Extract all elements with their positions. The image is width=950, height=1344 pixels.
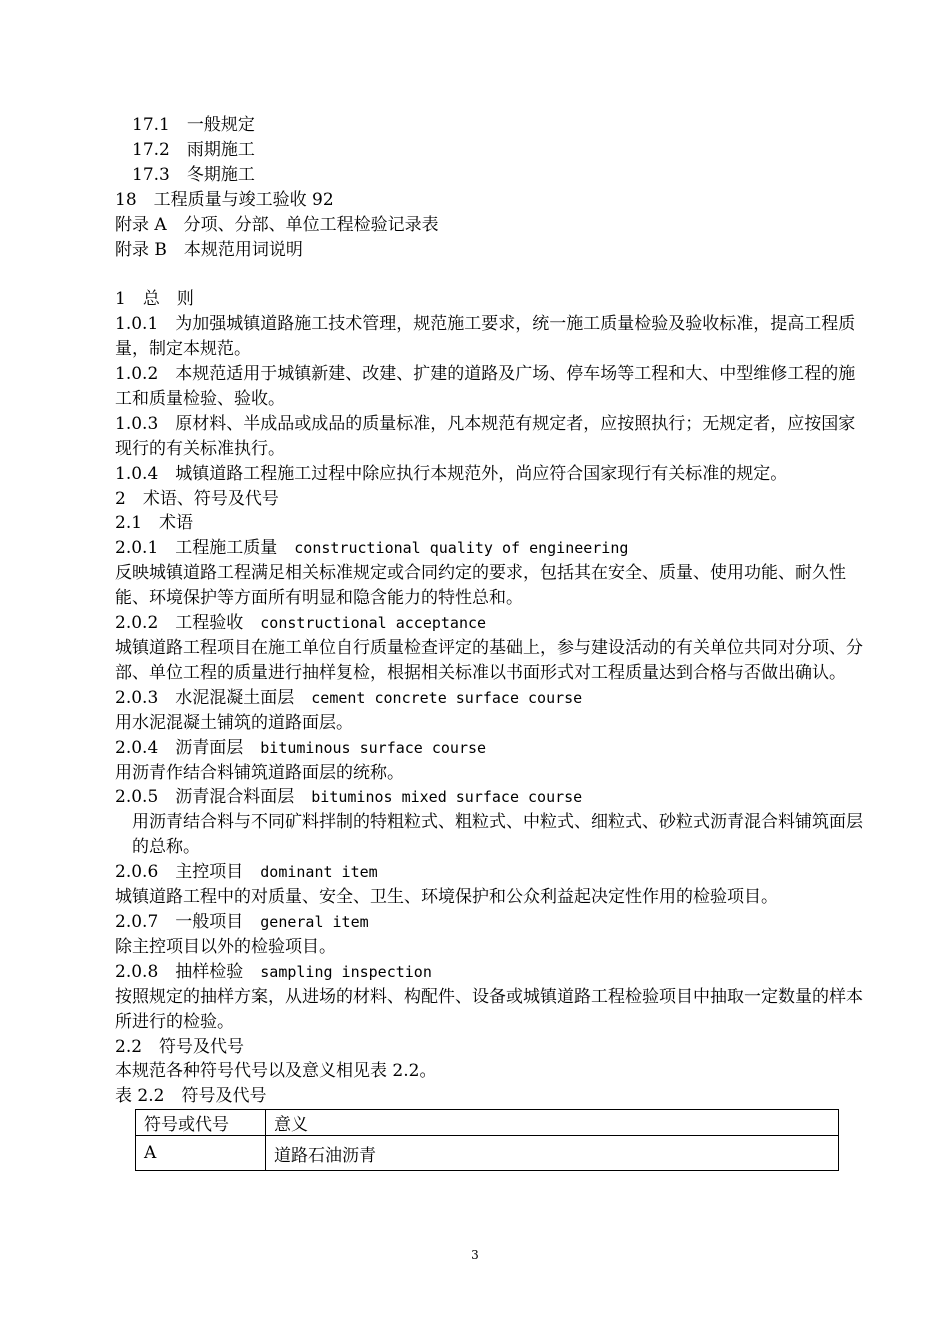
term-entry — [115, 910, 865, 960]
term-number: 2.0.4 — [115, 737, 159, 758]
term-definition: 按照规定的抽样方案，从进场的材料、构配件、设备或城镇道路工程检验项目中抽取一定数量的样本所进行的检验。 — [115, 986, 863, 1032]
term-entry — [115, 785, 865, 860]
clause: 1.0.4 城镇道路工程施工过程中除应执行本规范外，尚应符合国家现行有关标准的规定。 — [115, 463, 788, 484]
chapter-heading: 1 总 则 — [115, 289, 194, 310]
term-heading — [115, 611, 865, 636]
term-number: 2.0.8 — [115, 961, 159, 982]
term-zh: 水泥混凝土面层 — [175, 687, 295, 708]
term-zh: 主控项目 — [175, 862, 244, 883]
term-number: 2.0.1 — [115, 538, 159, 559]
toc-item: 17.2 雨期施工 — [132, 139, 255, 160]
term-definition: 城镇道路工程项目在施工单位自行质量检查评定的基础上，参与建设活动的有关单位共同对分项、分部、单位工程的质量进行抽样复检，根据相关标准以书面形式对工程质量达到合格与否做出确认。 — [115, 638, 863, 683]
page-number: 3 — [471, 1248, 479, 1262]
term-heading — [115, 536, 865, 561]
term-en: bituminos mixed surface course — [311, 788, 583, 807]
chapter-1 — [115, 287, 865, 486]
term-definition: 除主控项目以外的检验项目。 — [115, 936, 336, 957]
term-list — [115, 536, 865, 1034]
term-number: 2.0.5 — [115, 787, 159, 808]
chapter-heading: 2 术语、符号及代号 — [115, 488, 279, 509]
table-cell: A — [136, 1136, 266, 1171]
clause: 1.0.2 本规范适用于城镇新建、改建、扩建的道路及广场、停车场等工程和大、中型维修工程的施工和质量检验、验收。 — [115, 364, 856, 409]
table-header-row — [136, 1110, 839, 1136]
term-en: cement concrete surface course — [311, 688, 583, 707]
term-number: 2.0.7 — [115, 911, 159, 932]
term-definition: 用水泥混凝土铺筑的道路面层。 — [115, 712, 353, 733]
term-en: sampling inspection — [260, 962, 432, 981]
term-heading — [115, 785, 865, 810]
table-row — [136, 1136, 839, 1171]
term-entry — [115, 611, 865, 686]
term-en: dominant item — [260, 863, 378, 882]
toc-item: 17.1 一般规定 — [132, 115, 255, 135]
section-heading: 2.1 术语 — [115, 513, 194, 534]
term-zh: 工程施工质量 — [175, 538, 278, 559]
toc-item: 18 工程质量与竣工验收 92 — [115, 189, 334, 210]
document-body — [115, 113, 865, 1171]
spacer — [115, 262, 865, 287]
toc-item: 附录 B 本规范用词说明 — [115, 239, 303, 260]
term-entry — [115, 860, 865, 910]
term-number: 2.0.3 — [115, 687, 159, 708]
term-entry — [115, 960, 865, 1035]
term-heading — [115, 960, 865, 985]
term-en: general item — [260, 912, 369, 931]
table-header-cell: 符号或代号 — [136, 1110, 266, 1136]
chapter-2 — [115, 487, 865, 1172]
term-zh: 工程验收 — [175, 613, 244, 634]
toc-item: 17.3 冬期施工 — [132, 164, 255, 185]
symbols-table — [135, 1109, 839, 1171]
term-entry — [115, 736, 865, 786]
term-en: bituminous surface course — [260, 738, 487, 757]
term-en: constructional quality of engineering — [294, 539, 629, 558]
term-entry — [115, 536, 865, 611]
toc-list — [115, 113, 865, 262]
term-entry — [115, 686, 865, 736]
term-heading — [115, 736, 865, 761]
term-heading — [115, 910, 865, 935]
term-heading — [115, 860, 865, 885]
clause: 1.0.1 为加强城镇道路施工技术管理，规范施工要求，统一施工质量检验及验收标准，提高工程质量，制定本规范。 — [115, 314, 856, 360]
term-zh: 沥青面层 — [175, 737, 244, 758]
term-zh: 抽样检验 — [175, 961, 244, 982]
term-zh: 沥青混合料面层 — [175, 787, 295, 808]
term-number: 2.0.2 — [115, 613, 159, 634]
term-definition: 城镇道路工程中的对质量、安全、卫生、环境保护和公众利益起决定性作用的检验项目。 — [115, 887, 778, 908]
symbols-intro: 本规范各种符号代号以及意义相见表 2.2。 — [115, 1061, 437, 1082]
term-definition: 用沥青结合料与不同矿料拌制的特粗粒式、粗粒式、中粒式、细粒式、砂粒式沥青混合料铺筑面层的总称。 — [132, 812, 863, 858]
table-caption: 表 2.2 符号及代号 — [115, 1086, 267, 1107]
table-cell: 道路石油沥青 — [266, 1136, 839, 1171]
term-en: constructional acceptance — [260, 614, 487, 633]
section-heading: 2.2 符号及代号 — [115, 1036, 245, 1057]
term-definition: 反映城镇道路工程满足相关标准规定或合同约定的要求，包括其在安全、质量、使用功能、耐久性能、环境保护等方面所有明显和隐含能力的特性总和。 — [115, 563, 846, 609]
toc-item: 附录 A 分项、分部、单位工程检验记录表 — [115, 214, 439, 235]
term-heading — [115, 686, 865, 711]
table-header-cell: 意义 — [266, 1110, 839, 1136]
term-zh: 一般项目 — [175, 911, 244, 932]
clause: 1.0.3 原材料、半成品或成品的质量标准，凡本规范有规定者，应按照执行；无规定者，应按国家现行的有关标准执行。 — [115, 413, 856, 459]
term-definition: 用沥青作结合料铺筑道路面层的统称。 — [115, 762, 404, 783]
term-number: 2.0.6 — [115, 862, 159, 883]
